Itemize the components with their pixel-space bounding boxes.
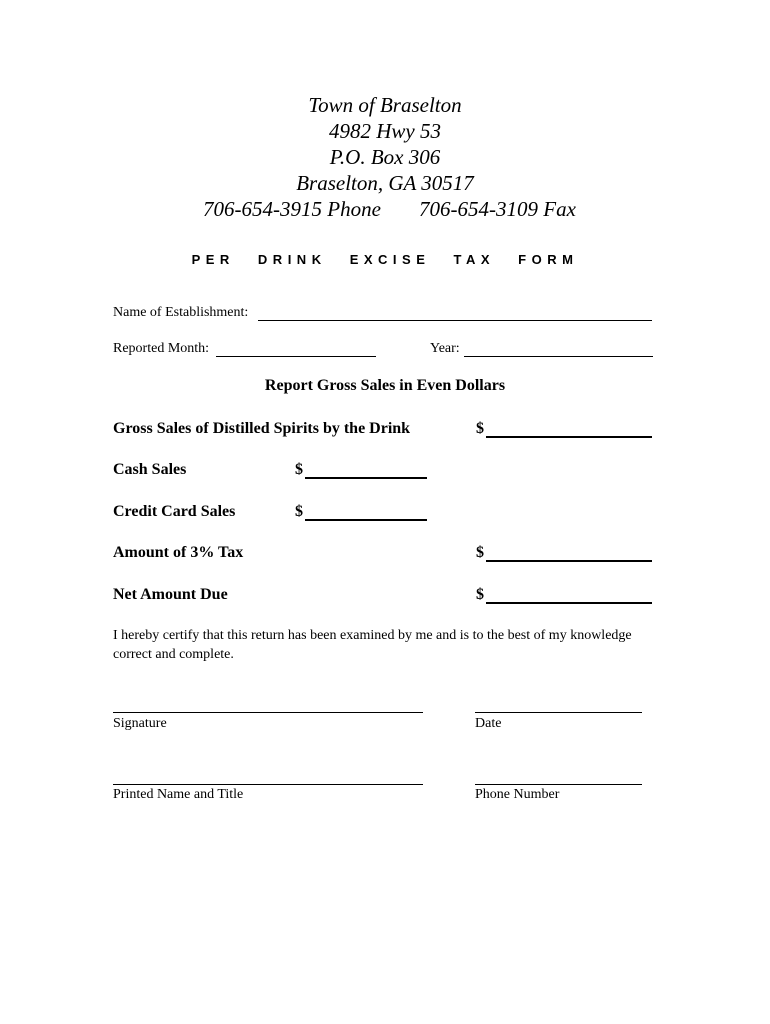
reported-month-label: Reported Month:: [113, 341, 210, 356]
establishment-label: Name of Establishment:: [113, 305, 249, 320]
form-title: PER DRINK EXCISE TAX FORM: [191, 252, 579, 267]
phone-number-label: Phone Number: [475, 787, 560, 802]
signature-field[interactable]: [113, 712, 423, 713]
cash-sales-field[interactable]: [305, 477, 427, 479]
town-name: Town of Braselton: [308, 93, 462, 117]
net-amount-field[interactable]: [486, 602, 652, 604]
tax-dollar-sign: $: [476, 544, 484, 561]
credit-card-sales-label: Credit Card Sales: [113, 503, 236, 520]
net-amount-dollar-sign: $: [476, 586, 484, 603]
year-label: Year:: [430, 341, 460, 356]
credit-card-sales-field[interactable]: [305, 519, 427, 521]
fax-number: 706-654-3109 Fax: [419, 197, 576, 221]
date-label: Date: [475, 716, 502, 731]
instructions-heading: Report Gross Sales in Even Dollars: [264, 377, 506, 394]
gross-sales-field[interactable]: [486, 436, 652, 438]
phone-number: 706-654-3915 Phone: [203, 197, 381, 221]
address-line-2: P.O. Box 306: [329, 145, 441, 169]
certification-statement: I hereby certify that this return has been examined by me and is to the best of my knowledge correct and complete.: [113, 628, 632, 662]
net-amount-label: Net Amount Due: [113, 586, 228, 603]
printed-name-label: Printed Name and Title: [113, 787, 244, 802]
gross-sales-label: Gross Sales of Distilled Spirits by the Drink: [113, 420, 411, 437]
printed-name-field[interactable]: [113, 784, 423, 785]
city-state-zip: Braselton, GA 30517: [296, 171, 474, 195]
date-field[interactable]: [475, 712, 642, 713]
gross-sales-dollar-sign: $: [476, 420, 484, 437]
credit-card-dollar-sign: $: [295, 503, 303, 520]
address-line-1: 4982 Hwy 53: [329, 119, 441, 143]
establishment-field[interactable]: [258, 320, 652, 321]
cash-sales-dollar-sign: $: [295, 461, 303, 478]
year-field[interactable]: [464, 356, 653, 357]
phone-number-field[interactable]: [475, 784, 642, 785]
tax-amount-field[interactable]: [486, 560, 652, 562]
signature-label: Signature: [113, 716, 167, 731]
tax-amount-label: Amount of 3% Tax: [113, 544, 244, 561]
cash-sales-label: Cash Sales: [113, 461, 187, 478]
reported-month-field[interactable]: [216, 356, 376, 357]
